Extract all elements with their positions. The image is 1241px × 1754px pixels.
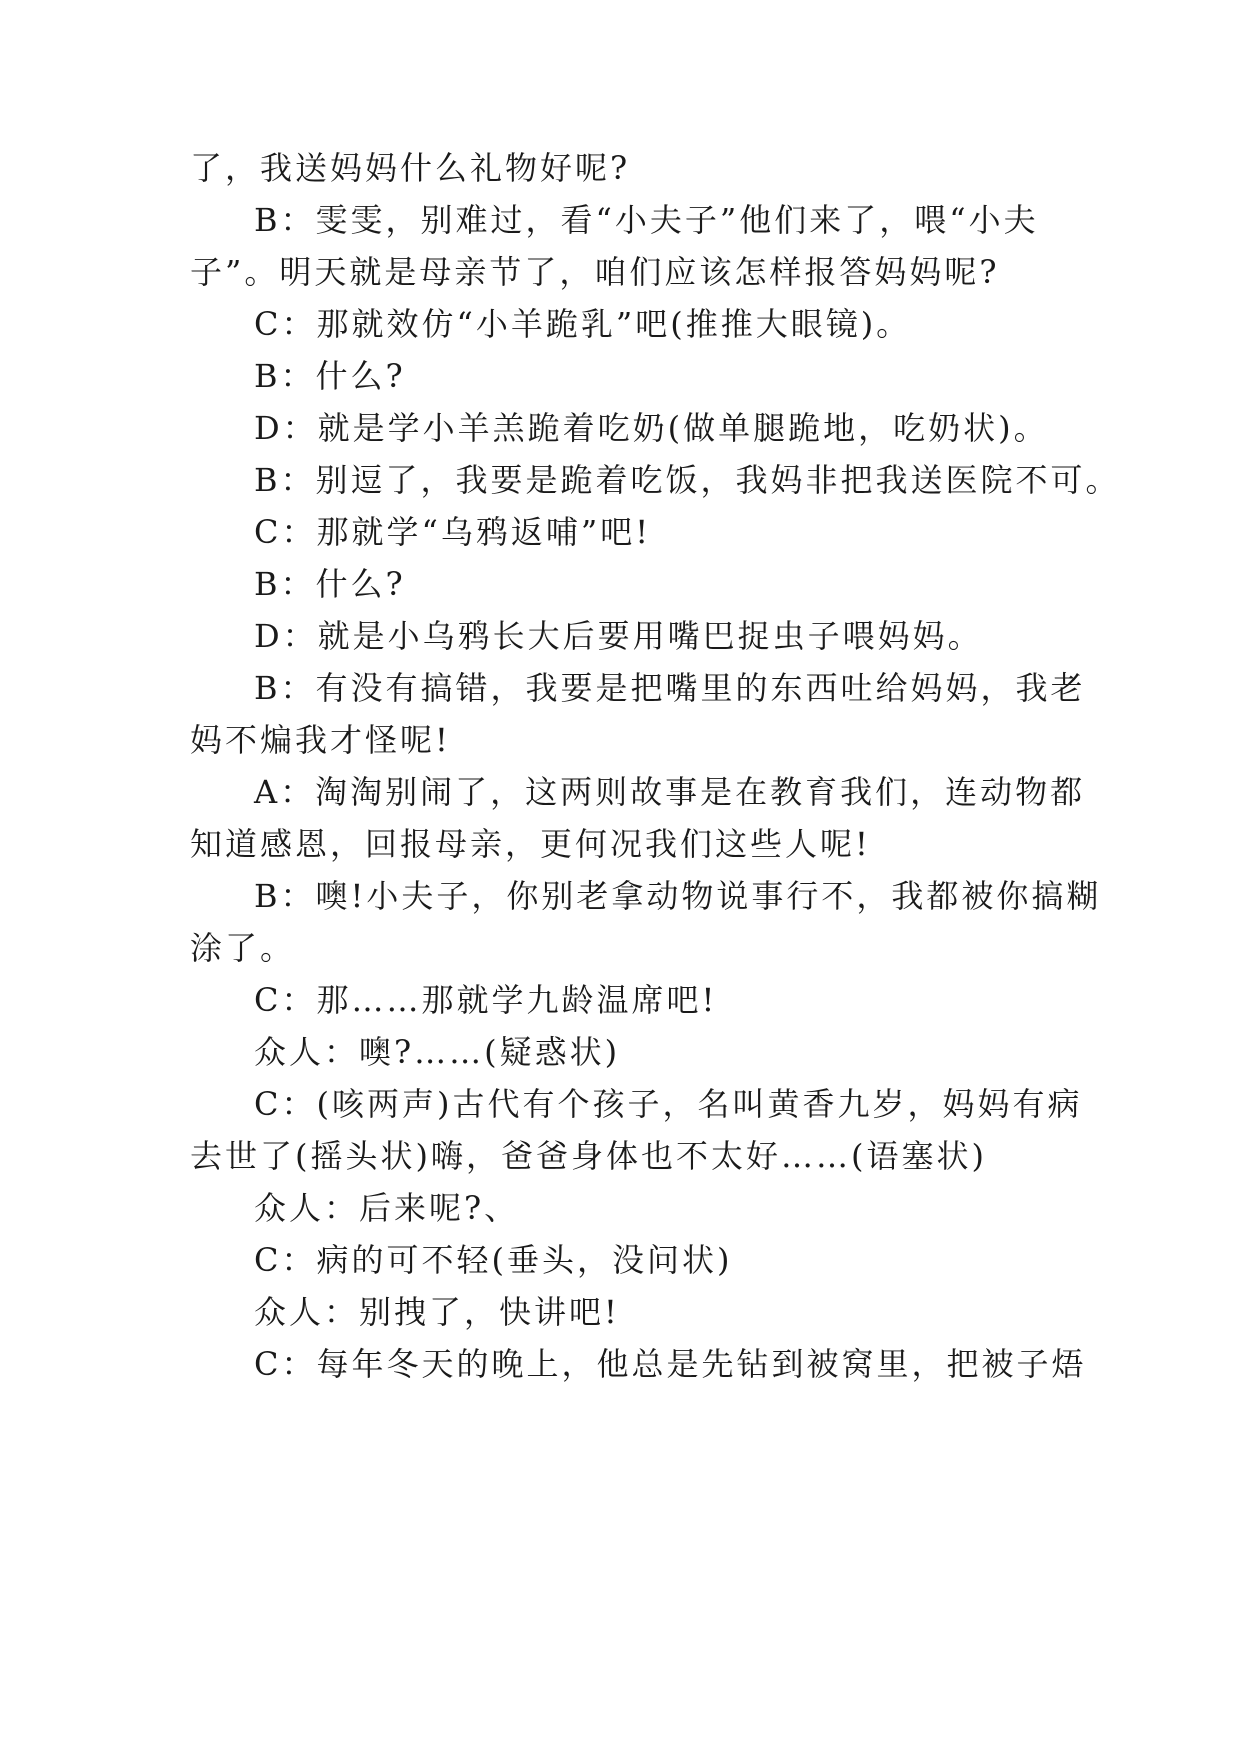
text-line: C：每年冬天的晚上，他总是先钻到被窝里，把被子焐	[254, 1345, 1087, 1383]
text-line: 去世了(摇头状)嗨，爸爸身体也不太好……(语塞状)	[190, 1137, 987, 1175]
text-line: B：什么?	[254, 565, 406, 603]
text-line: C：(咳两声)古代有个孩子，名叫黄香九岁，妈妈有病	[254, 1085, 1083, 1123]
text-line: C：那就学“乌鸦返哺”吧!	[254, 513, 652, 551]
text-line: C：那就效仿“小羊跪乳”吧(推推大眼镜)。	[254, 305, 912, 343]
text-line: B：雯雯，别难过，看“小夫子”他们来了，喂“小夫	[254, 201, 1039, 239]
text-line: B：什么?	[254, 357, 406, 395]
text-line: 众人：后来呢?、	[254, 1189, 520, 1227]
text-line: C：那……那就学九龄温席吧!	[254, 981, 718, 1019]
text-line: 子”。明天就是母亲节了，咱们应该怎样报答妈妈呢?	[190, 253, 1000, 291]
text-line: 知道感恩，回报母亲，更何况我们这些人呢!	[190, 825, 871, 863]
text-line: B：别逗了，我要是跪着吃饭，我妈非把我送医院不可。	[254, 461, 1121, 499]
text-line: D：就是小乌鸦长大后要用嘴巴捉虫子喂妈妈。	[254, 617, 983, 655]
text-line: 众人：噢?……(疑惑状)	[254, 1033, 621, 1071]
text-line: 涂了。	[190, 929, 296, 967]
text-line: A：淘淘别闹了，这两则故事是在教育我们，连动物都	[254, 773, 1086, 811]
text-line: C：病的可不轻(垂头，没问状)	[254, 1241, 733, 1279]
text-line: B：有没有搞错，我要是把嘴里的东西吐给妈妈，我老	[254, 669, 1086, 707]
text-line: 众人：别拽了，快讲吧!	[254, 1293, 620, 1331]
text-line: 妈不煸我才怪呢!	[190, 721, 451, 759]
text-line: 了，我送妈妈什么礼物好呢?	[190, 149, 631, 187]
text-line: B：噢!小夫子，你别老拿动物说事行不，我都被你搞糊	[254, 877, 1102, 915]
text-line: D：就是学小羊羔跪着吃奶(做单腿跪地，吃奶状)。	[254, 409, 1049, 447]
